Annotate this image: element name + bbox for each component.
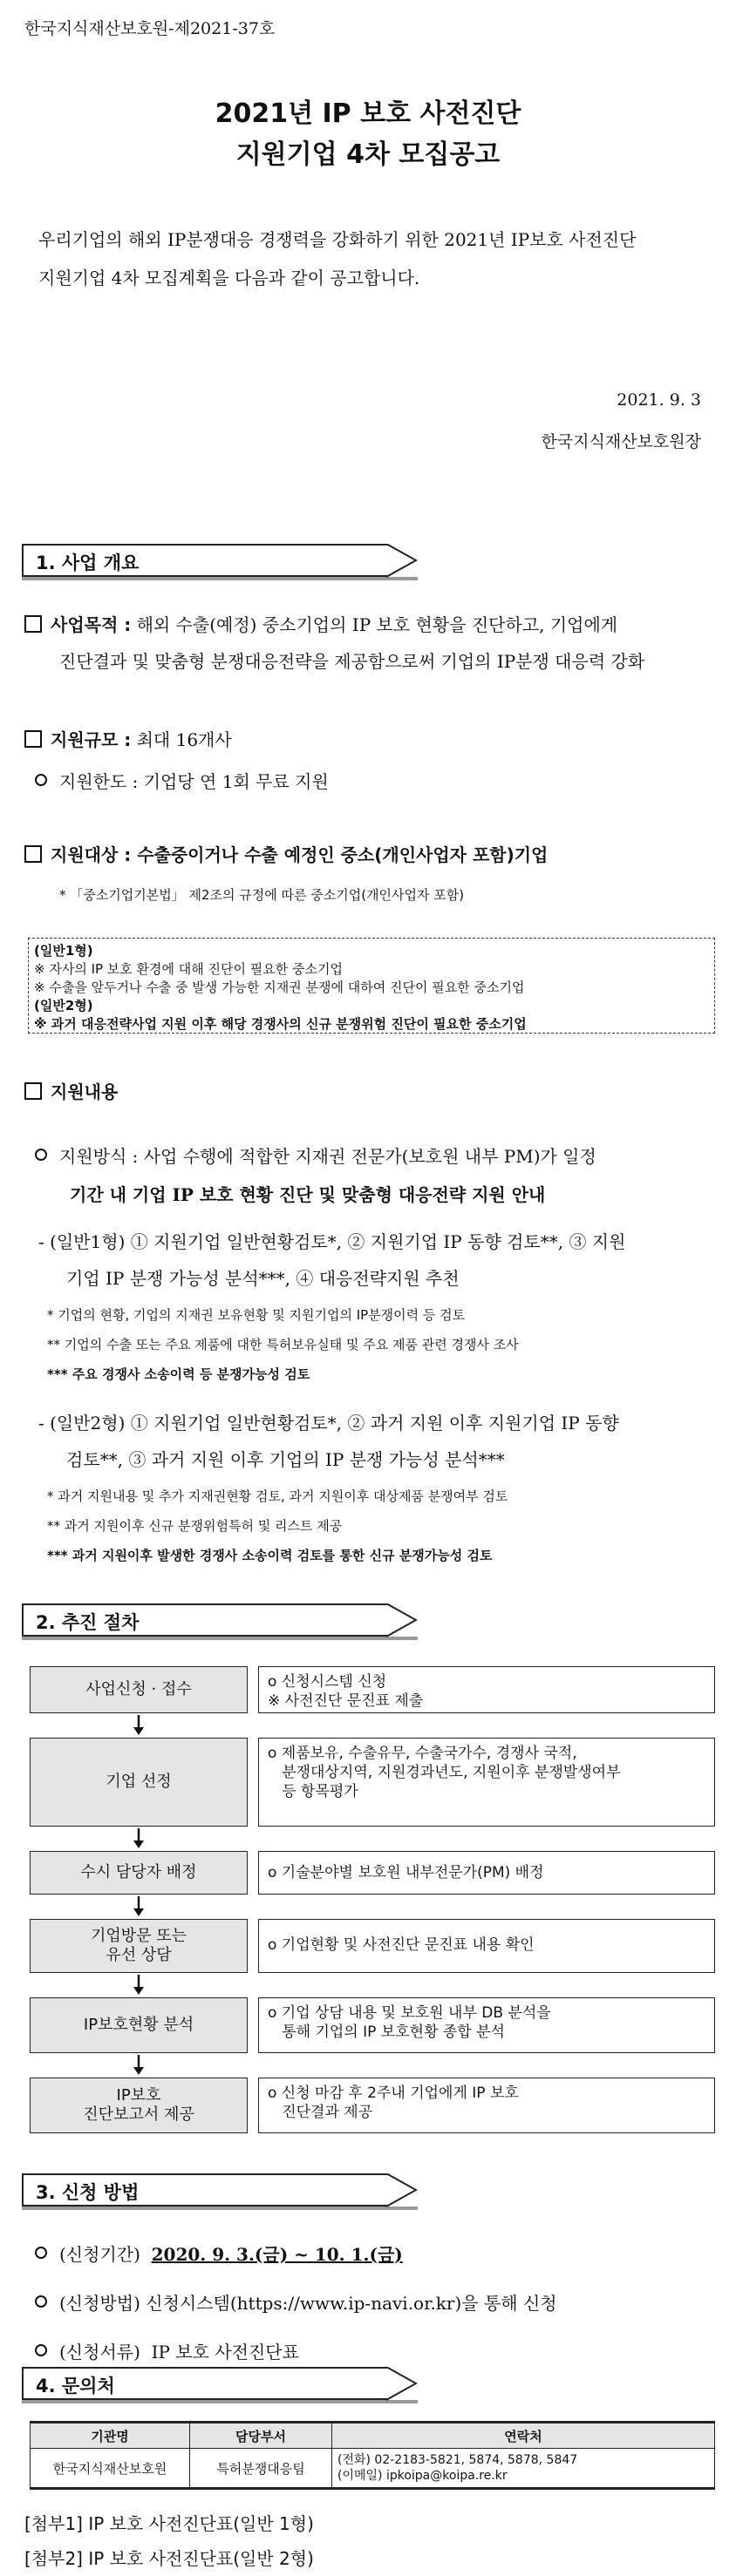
flow-step-assign: 수시 담당자 배정 <box>30 1851 248 1895</box>
method-text-2: 기간 내 기업 IP 보호 현황 진단 및 맞춤형 대응전략 지원 안내 <box>70 1184 546 1205</box>
flow-desc-line: ※ 사전진단 문진표 제출 <box>268 1692 424 1710</box>
general2-note-1: * 과거 지원내용 및 추가 지재권현황 검토, 과거 지원이후 대상제품 분쟁여부 검토 <box>47 1488 508 1504</box>
purpose-text-1: 해외 수출(예정) 중소기업의 IP 보호 현황을 진단하고, 기업에게 <box>131 614 618 635</box>
header-contact: 연락처 <box>332 2423 715 2449</box>
date: 2021. 9. 3 <box>617 390 701 410</box>
purpose-row <box>24 612 617 638</box>
box-line: ※ 자사의 IP 보호 환경에 대해 진단이 필요한 중소기업 <box>34 961 343 977</box>
limit-row <box>35 769 329 795</box>
arrow-down-icon <box>133 1828 145 1849</box>
flow-step-report: IP보호 진단보고서 제공 <box>30 2078 248 2133</box>
general1-note-3: *** 주요 경쟁사 소송이력 등 분쟁가능성 검토 <box>47 1366 310 1382</box>
general2-note-3: *** 과거 지원이후 발생한 경쟁사 소송이력 검토를 통한 신규 분쟁가능성 검토 <box>47 1548 493 1563</box>
flow-desc-assign <box>258 1851 715 1895</box>
title-line-2: 지원기업 4차 모집공고 <box>235 139 501 170</box>
flow-desc-line: o 신청시스템 신청 <box>268 1673 387 1691</box>
flow-step-select: 기업 선정 <box>30 1738 248 1827</box>
section-3-title: 3. 신청 방법 <box>36 2182 140 2203</box>
square-bullet-icon <box>24 845 42 863</box>
section-4-header <box>22 2367 418 2402</box>
flow-desc-line: 등 항목평가 <box>268 1783 358 1800</box>
attachment-1: [첨부1] IP 보호 사전진단표(일반 1형) <box>24 2513 314 2534</box>
content-label: 지원내용 <box>51 1081 119 1102</box>
square-bullet-icon <box>24 1082 42 1100</box>
square-bullet-icon <box>24 615 42 633</box>
circle-bullet-icon <box>35 1149 47 1161</box>
circle-bullet-icon <box>35 2247 47 2259</box>
general1-line-2: 기업 IP 분쟁 가능성 분석***, ④ 대응전략지원 추천 <box>66 1268 460 1289</box>
arrow-down-icon <box>133 1975 145 1996</box>
flow-desc-line: 진단결과 제공 <box>268 2104 373 2121</box>
cell-org: 한국지식재산보호원 <box>31 2449 190 2489</box>
flow-desc-line: o 기업 상담 내용 및 보호원 내부 DB 분석을 <box>268 2004 551 2022</box>
flow-desc-line: 분쟁대상지역, 지원경과년도, 지원이후 분쟁발생여부 <box>268 1764 621 1781</box>
method-row <box>35 1143 596 1169</box>
section-2-header <box>22 1603 418 1638</box>
section-3-header <box>22 2173 418 2208</box>
target-row <box>24 842 548 868</box>
flow-desc-analysis <box>258 1997 715 2053</box>
intro-line-2: 지원기업 4차 모집계획을 다음과 같이 공고합니다. <box>38 268 420 288</box>
box-line: (일반2형) <box>34 998 93 1013</box>
flow-desc-line: o 신청 마감 후 2주내 기업에게 IP 보호 <box>268 2085 519 2102</box>
section-4-title: 4. 문의처 <box>36 2376 115 2396</box>
section-2-title: 2. 추진 절차 <box>36 1612 140 1633</box>
flow-step-apply: 사업신청 · 접수 <box>30 1666 248 1713</box>
flow-step-analysis: IP보호현황 분석 <box>30 1997 248 2053</box>
contact-phone: (전화) 02-2183-5821, 5874, 5878, 5847 <box>337 2453 578 2467</box>
circle-bullet-icon <box>35 2344 47 2356</box>
box-line: (일반1형) <box>34 943 93 959</box>
square-bullet-icon <box>24 730 42 748</box>
scale-label: 지원규모 : <box>51 729 132 750</box>
document-number: 한국지식재산보호원-제2021-37호 <box>24 19 276 38</box>
section-1-title: 1. 사업 개요 <box>36 552 140 573</box>
intro-line-1: 우리기업의 해외 IP분쟁대응 경쟁력을 강화하기 위한 2021년 IP보호 사전진단 <box>38 229 637 250</box>
general2-line-2: 검토**, ③ 과거 지원 이후 기업의 IP 분쟁 가능성 분석*** <box>66 1449 505 1470</box>
contact-email: (이메일) ipkoipa@koipa.re.kr <box>337 2469 508 2483</box>
cell-contact <box>332 2449 715 2489</box>
flow-desc-consult <box>258 1919 715 1973</box>
flow-desc-line: o 기업현황 및 사전진단 문진표 내용 확인 <box>268 1936 535 1954</box>
scale-row <box>24 727 232 753</box>
content-row <box>24 1079 118 1105</box>
limit-text: 지원한도 : 기업당 연 1회 무료 지원 <box>59 771 329 792</box>
circle-bullet-icon <box>35 2295 47 2308</box>
flow-desc-apply <box>258 1666 715 1713</box>
box-line: ※ 과거 대응전략사업 지원 이후 해당 경쟁사의 신규 분쟁위험 진단이 필요한 중소기업 <box>34 1016 527 1032</box>
circle-bullet-icon <box>35 774 47 786</box>
cell-dept: 특허분쟁대응팀 <box>190 2449 332 2489</box>
header-org: 기관명 <box>31 2423 190 2449</box>
general1-line-1: - (일반1형) ① 지원기업 일반현황검토*, ② 지원기업 IP 동향 검토**, ③ 지원 <box>38 1231 626 1252</box>
contact-table <box>30 2421 715 2490</box>
flow-desc-report <box>258 2078 715 2133</box>
purpose-text-2: 진단결과 및 맞춤형 분쟁대응전략을 제공함으로써 기업의 IP분쟁 대응력 강화 <box>59 651 645 672</box>
apply-period-row <box>35 2241 403 2268</box>
section-1-header <box>22 544 418 579</box>
scale-text: 최대 16개사 <box>131 729 232 750</box>
issuer: 한국지식재산보호원장 <box>541 432 701 451</box>
title-line-1: 2021년 IP 보호 사전진단 <box>215 98 521 129</box>
flow-desc-line: 통해 기업의 IP 보호현황 종합 분석 <box>268 2024 505 2041</box>
flow-desc-select <box>258 1738 715 1827</box>
arrow-down-icon <box>133 1715 145 1736</box>
apply-method-label: (신청방법) <box>59 2293 140 2314</box>
apply-period-value: 2020. 9. 3.(금) ~ 10. 1.(금) <box>151 2244 403 2265</box>
table-row <box>31 2449 715 2489</box>
apply-period-label: (신청기간) <box>59 2244 140 2265</box>
method-text-1: 지원방식 : 사업 수행에 적합한 지재권 전문가(보호원 내부 PM)가 일정 <box>59 1146 596 1167</box>
flow-desc-line: o 제품보유, 수출유무, 수출국가수, 경쟁사 국적, <box>268 1745 577 1762</box>
table-header-row <box>31 2423 715 2449</box>
box-line: ※ 수출을 앞두거나 수출 중 발생 가능한 지재권 분쟁에 대하여 진단이 필요한 중소기업 <box>34 980 525 995</box>
apply-docs-row <box>35 2339 299 2365</box>
apply-docs-label: (신청서류) <box>59 2342 140 2362</box>
flow-desc-line: o 기술분야별 보호원 내부전문가(PM) 배정 <box>268 1864 544 1881</box>
flow-step-consult: 기업방문 또는 유선 상담 <box>30 1919 248 1973</box>
general2-line-1: - (일반2형) ① 지원기업 일반현황검토*, ② 과거 지원 이후 지원기업 IP 동향 <box>38 1413 619 1434</box>
apply-method-value: 신청시스템(https://www.ip-navi.or.kr)을 통해 신청 <box>146 2293 557 2314</box>
purpose-label: 사업목적 : <box>51 614 132 635</box>
header-dept: 담당부서 <box>190 2423 332 2449</box>
general1-note-2: ** 기업의 수출 또는 주요 제품에 대한 특허보유실태 및 주요 제품 관련 경쟁사 조사 <box>47 1337 519 1352</box>
target-label: 지원대상 : 수출중이거나 수출 예정인 중소(개인사업자 포함)기업 <box>51 844 549 865</box>
general2-note-2: ** 과거 지원이후 신규 분쟁위험특허 및 리스트 제공 <box>47 1518 343 1534</box>
general1-note-1: * 기업의 현황, 기업의 지재권 보유현황 및 지원기업의 IP분쟁이력 등 검토 <box>47 1307 466 1323</box>
arrow-down-icon <box>133 2055 145 2076</box>
target-note: * 「중소기업기본법」 제2조의 규정에 따른 중소기업(개인사업자 포함) <box>59 887 465 903</box>
apply-docs-value: IP 보호 사전진단표 <box>151 2342 299 2362</box>
apply-method-row <box>35 2290 557 2316</box>
attachment-2: [첨부2] IP 보호 사전진단표(일반 2형) <box>24 2548 314 2569</box>
target-detail-box <box>28 938 715 1034</box>
arrow-down-icon <box>133 1896 145 1917</box>
